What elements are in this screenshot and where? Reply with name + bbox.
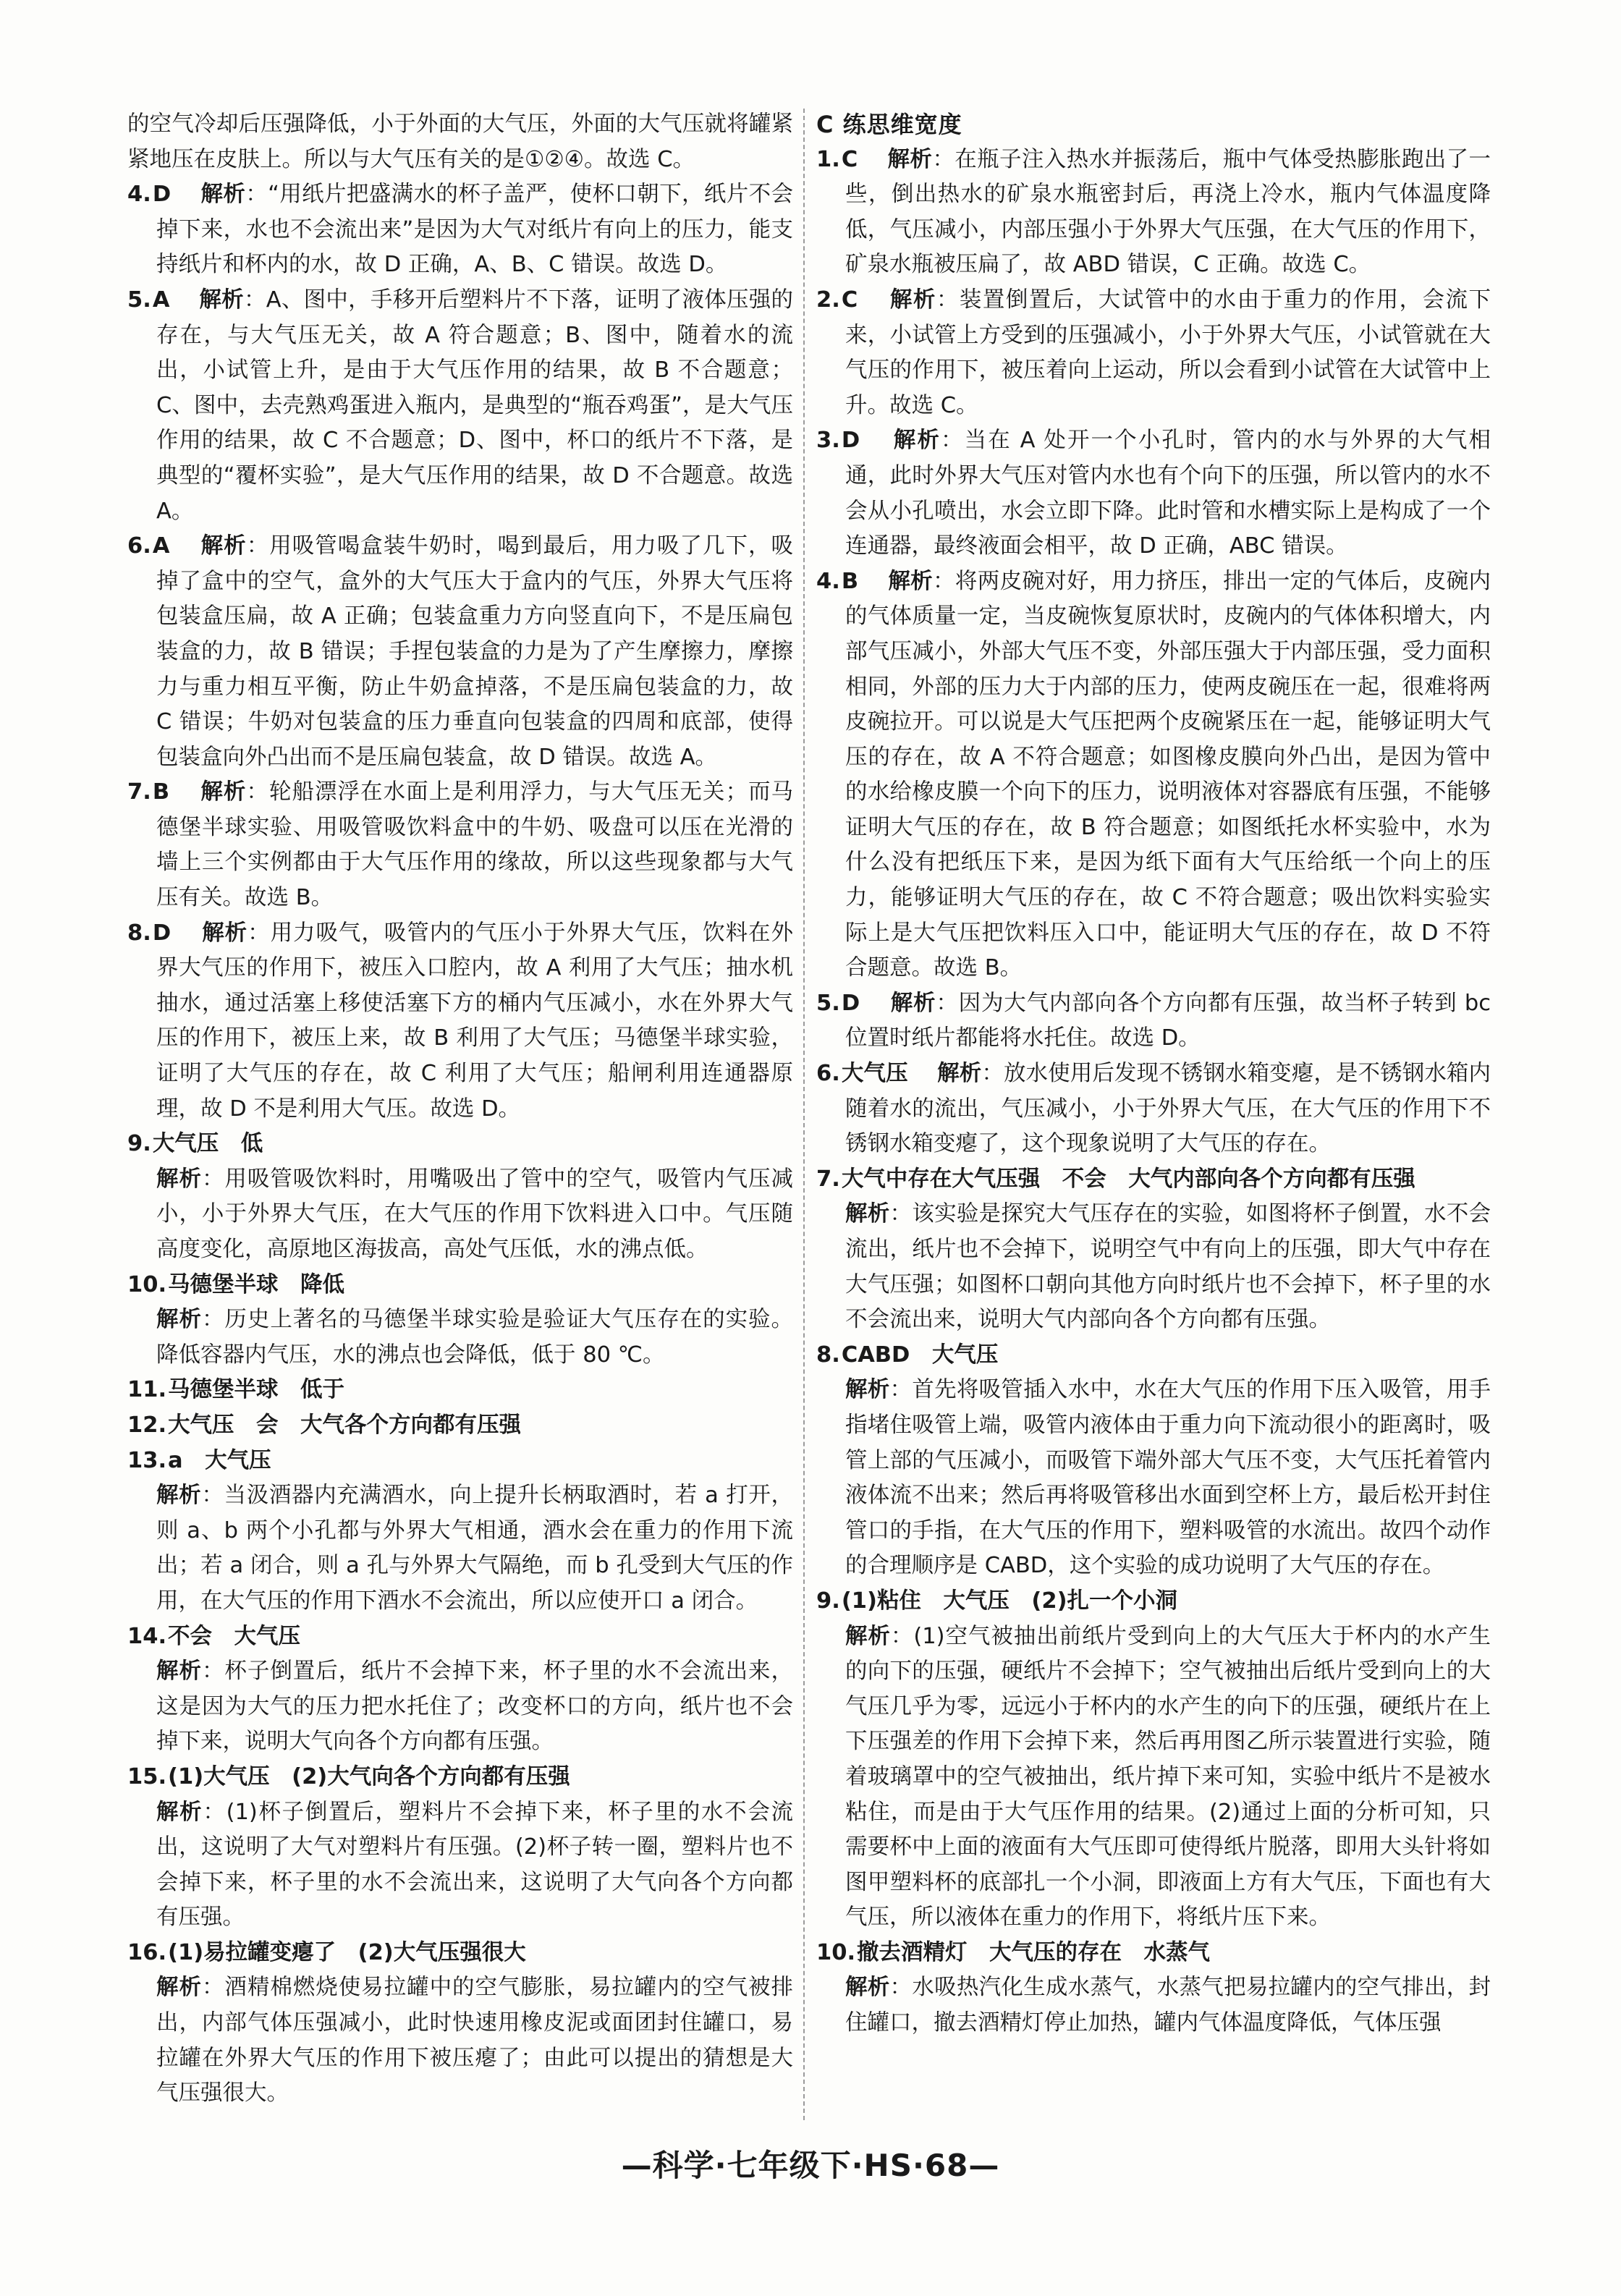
analysis-text: 该实验是探究大气压存在的实验，如图将杯子倒置，水不会流出，纸片也不会掉下，说明空气中有向上的压强，即大气中存在大气压强；如图杯口朝向其他方向时纸片也不会掉下，杯子里的水不会流出来，说明大气内部向各个方向都有压强。 xyxy=(845,1201,1491,1333)
question-number: 12. xyxy=(127,1412,167,1438)
answer-text: (1)大气压 (2)大气向各个方向都有压强 xyxy=(168,1763,570,1789)
question-number: 5. xyxy=(816,990,840,1016)
question-head xyxy=(127,287,169,313)
analysis-label: 解析 xyxy=(887,146,933,172)
analysis-block: 解析：当汲酒器内充满酒水，向上提升长柄取酒时，若 a 打开，则 a、b 两个小孔都与外界大气相通，酒水会在重力的作用下流出；若 a 闭合，则 a 孔与外界大气隔绝，而 b 孔受到大气压的作用，在大气压的作用下酒水不会流出，所以应使开口 a 闭合。 xyxy=(156,1483,794,1614)
question-number: 15. xyxy=(127,1763,167,1789)
analysis-text: “用纸片把盛满水的杯子盖严，使杯口朝下，纸片不会掉下来，水也不会流出来”是因为大气对纸片有向上的压力，能支持纸片和杯内的水，故 D 正确，A、B、C 错误。故选 D。 xyxy=(156,182,793,278)
question-number: 5. xyxy=(127,287,151,313)
question-item xyxy=(127,1936,793,1971)
question-number: 10. xyxy=(816,1939,856,1965)
question-number: 7. xyxy=(127,779,151,805)
answer-text: 大气压 xyxy=(841,1061,908,1087)
answer-text: D xyxy=(152,182,172,208)
question-head xyxy=(127,533,169,559)
analysis-text: 用力吸气，吸管内的气压小于外界大气压，饮料在外界大气压的作用下，被压入口腔内，故 A 利用了大气压；抽水机抽水，通过活塞上移使活塞下方的桶内气压减小，水在外界大气压的作用下，被压上来，故 B 利用了大气压；马德堡半球实验，证明了大气压的存在，故 C 利用了大气压；船闸利用连通器原理，故 D 不是利用大气压。故选 D。 xyxy=(156,920,794,1122)
question-number: 8. xyxy=(816,1342,840,1368)
answer-text: (1)易拉罐变瘪了 (2)大气压强很大 xyxy=(168,1939,526,1965)
analysis-label: 解析 xyxy=(156,1659,202,1685)
analysis-label: 解析 xyxy=(156,1166,202,1192)
right-column xyxy=(816,107,1491,2041)
analysis-block: 解析：首先将吸管插入水中，水在大气压的作用下压入吸管，用手指堵住吸管上端，吸管内液体由于重力向下流动很小的距离时，吸管上部的气压减小，而吸管下端外部大气压不变，大气压托着管内液体流不出来；然后再将吸管移出水面到空杯上方，最后松开封住管口的手指，在大气压的作用下，塑料吸管的水流出。故四个动作的合理顺序是 CABD，这个实验的成功说明了大气压的存在。 xyxy=(845,1377,1491,1579)
question-item: 7.B 解析：轮船漂浮在水面上是利用浮力，与大气压无关；而马德堡半球实验、用吸管吸饮料盒中的牛奶、吸盘可以压在光滑的墙上三个实例都由于大气压作用的缘故，所以这些现象都与大气压有关。故选 B。 xyxy=(127,779,794,911)
question-item: 4.D 解析：“用纸片把盛满水的杯子盖严，使杯口朝下，纸片不会掉下来，水也不会流出来”是因为大气对纸片有向上的压力，能支持纸片和杯内的水，故 D 正确，A、B、C 错误。故选 D。 xyxy=(127,182,793,278)
analysis-block: 解析：杯子倒置后，纸片不会掉下来，杯子里的水不会流出来，这是因为大气的压力把水托住了；改变杯口的方向，纸片也不会掉下来，说明大气向各个方向都有压强。 xyxy=(156,1659,794,1755)
question-item: 5.A 解析：A、图中，手移开后塑料片不下落，证明了液体压强的存在，与大气压无关，故 A 符合题意；B、图中，随着水的流出，小试管上升，是由于大气压作用的结果，故 B 不合题意；C、图中，去壳熟鸡蛋进入瓶内，是典型的“瓶吞鸡蛋”，是大气压作用的结果，故 C 不合题意；D、图中，杯口的纸片不下落，是典型的“覆杯实验”，是大气压作用的结果，故 D 不合题意。故选 A。 xyxy=(127,287,794,524)
question-head xyxy=(816,569,858,594)
analysis-text: 用吸管喝盒装牛奶时，喝到最后，用力吸了几下，吸掉了盒中的空气，盒外的大气压大于盒内的气压，外界大气压将包装盒压扁，故 A 正确；包装盒重力方向竖直向下，不是压扁包装盒的力，故 B 错误；手捏包装盒的力是为了产生摩擦力，摩擦力与重力相互平衡，防止牛奶盒掉落，不是压扁包装盒的力，故 C 错误；牛奶对包装盒的压力垂直向包装盒的四周和底部，使得包装盒向外凸出而不是压扁包装盒，故 D 错误。故选 A。 xyxy=(156,533,794,770)
answer-text: B xyxy=(152,779,170,805)
analysis-block: 解析：历史上著名的马德堡半球实验是验证大气压存在的实验。降低容器内气压，水的沸点也会降低，低于 80 ℃。 xyxy=(156,1307,794,1368)
analysis-block: 解析：(1)杯子倒置后，塑料片不会掉下来，杯子里的水不会流出，这说明了大气对塑料片有压强。(2)杯子转一圈，塑料片也不会掉下来，杯子里的水不会流出来，这说明了大气向各个方向都有压强。 xyxy=(156,1799,794,1931)
question-number: 14. xyxy=(127,1623,167,1649)
question-head xyxy=(127,1764,570,1789)
question-item: 3.D 解析：当在 A 处开一个小孔时，管内的水与外界的大气相通，此时外界大气压对管内水也有个向下的压强，所以管内的水不会从小孔喷出，水会立即下降。此时管和水槽实际上是构成了一个连通器，最终液面会相平，故 D 正确，ABC 错误。 xyxy=(816,428,1491,559)
question-item: 4.B 解析：将两皮碗对好，用力挤压，排出一定的气体后，皮碗内的气体质量一定，当皮碗恢复原状时，皮碗内的气体体积增大，内部气压减小，外部大气压不变，外部压强大于内部压强，受力面积相同，外部的压力大于内部的压力，使两皮碗压在一起，很难将两皮碗拉开。可以说是大气压把两个皮碗紧压在一起，能够证明大气压的存在，故 A 不符合题意；如图橡皮膜向外凸出，是因为管中的水给橡皮膜一个向下的压力，说明液体对容器底有压强，不能够证明大气压的存在，故 B 符合题意；如图纸托水杯实验中，水为什么没有把纸压下来，是因为纸下面有大气压给纸一个向上的压力，能够证明大气压的存在，故 C 不符合题意；吸出饮料实验实际上是大气压把饮料压入口中，能证明大气压的存在，故 D 不符合题意。故选 B。 xyxy=(816,568,1491,981)
analysis-text: 因为大气内部向各个方向都有压强，故当杯子转到 bc 位置时纸片都能将水托住。故选 D。 xyxy=(845,990,1491,1051)
answer-text: 撤去酒精灯 大气压的存在 水蒸气 xyxy=(857,1939,1211,1965)
question-head xyxy=(127,779,169,805)
question-number: 9. xyxy=(816,1588,840,1614)
analysis-text: 用吸管吸饮料时，用嘴吸出了管中的空气，吸管内气压减小，小于外界大气压，在大气压的作用下饮料进入口中。气压随高度变化，高原地区海拔高，高处气压低，水的沸点低。 xyxy=(156,1166,794,1262)
question-item: 8.D 解析：用力吸气，吸管内的气压小于外界大气压，饮料在外界大气压的作用下，被压入口腔内，故 A 利用了大气压；抽水机抽水，通过活塞上移使活塞下方的桶内气压减小，水在外界大气压的作用下，被压上来，故 B 利用了大气压；马德堡半球实验，证明了大气压的存在，故 C 利用了大气压；船闸利用连通器原理，故 D 不是利用大气压。故选 D。 xyxy=(127,920,794,1122)
analysis-text: 杯子倒置后，纸片不会掉下来，杯子里的水不会流出来，这是因为大气的压力把水托住了；改变杯口的方向，纸片也不会掉下来，说明大气向各个方向都有压强。 xyxy=(156,1659,794,1755)
question-item xyxy=(127,1760,793,1795)
question-head xyxy=(127,1131,263,1156)
analysis-label: 解析 xyxy=(200,182,246,208)
question-number: 11. xyxy=(127,1377,167,1403)
answer-text: C xyxy=(841,287,858,313)
analysis-text: 装置倒置后，大试管中的水由于重力的作用，会流下来，小试管上方受到的压强减小，小于外界大气压，小试管就在大气压的作用下，被压着向上运动，所以会看到小试管在大试管中上升。故选 C。 xyxy=(845,287,1491,418)
question-head xyxy=(127,1272,344,1297)
question-number: 6. xyxy=(127,533,151,559)
analysis-label: 解析 xyxy=(202,920,248,946)
analysis-text: 在瓶子注入热水并振荡后，瓶中气体受热膨胀跑出了一些，倒出热水的矿泉水瓶密封后，再浇上冷水，瓶内气体温度降低，气压减小，内部压强小于外界大气压强，在大气压的作用下，矿泉水瓶被压扁了，故 ABD 错误，C 正确。故选 C。 xyxy=(845,146,1491,278)
analysis-label: 解析 xyxy=(845,1975,890,2001)
section-title: C 练思维宽度 xyxy=(816,111,962,138)
question-item xyxy=(127,1619,793,1655)
answer-text: 大气压 会 大气各个方向都有压强 xyxy=(168,1412,522,1438)
analysis-label: 解析 xyxy=(889,287,936,313)
analysis-text: 轮船漂浮在水面上是利用浮力，与大气压无关；而马德堡半球实验、用吸管吸饮料盒中的牛奶、吸盘可以压在光滑的墙上三个实例都由于大气压作用的缘故，所以这些现象都与大气压有关。故选 B。 xyxy=(156,779,794,911)
analysis-label: 解析 xyxy=(845,1623,891,1649)
analysis-label: 解析 xyxy=(156,1799,203,1825)
question-head xyxy=(816,287,858,313)
question-head xyxy=(816,1342,998,1368)
analysis-label: 解析 xyxy=(156,1307,202,1333)
answer-text: A xyxy=(152,287,170,313)
analysis-label: 解析 xyxy=(845,1201,890,1227)
question-number: 8. xyxy=(127,920,151,946)
question-head xyxy=(816,1166,1415,1192)
question-number: 3. xyxy=(816,428,840,454)
question-item xyxy=(816,1338,1491,1373)
answer-text: a 大气压 xyxy=(168,1447,271,1473)
question-item xyxy=(816,1162,1491,1198)
analysis-text: A、图中，手移开后塑料片不下落，证明了液体压强的存在，与大气压无关，故 A 符合题意；B、图中，随着水的流出，小试管上升，是由于大气压作用的结果，故 B 不合题意；C、图中，去壳熟鸡蛋进入瓶内，是典型的“瓶吞鸡蛋”，是大气压作用的结果，故 C 不合题意；D、图中，杯口的纸片不下落，是典型的“覆杯实验”，是大气压作用的结果，故 D 不合题意。故选 A。 xyxy=(156,287,794,524)
question-number: 16. xyxy=(127,1939,167,1965)
analysis-block: 解析：(1)空气被抽出前纸片受到向上的大气压大于杯内的水产生的向下的压强，硬纸片不会掉下；空气被抽出后纸片受到向上的大气压几乎为零，远远小于杯内的水产生的向下的压强，硬纸片在上下压强差的作用下会掉下来，然后再用图乙所示装置进行实验，随着玻璃罩中的空气被抽出，纸片掉下来可知，实验中纸片不是被水粘住，而是由于大气压作用的结果。(2)通过上面的分析可知，只需要杯中上面的液面有大气压即可使得纸片脱落，即用大头针将如图甲塑料杯的底部扎一个小洞，即液面上方有大气压，下面也有大气压，所以液体在重力的作用下，将纸片压下来。 xyxy=(845,1623,1491,1931)
analysis-label: 解析 xyxy=(156,1483,202,1509)
question-item xyxy=(127,1268,793,1303)
question-head xyxy=(816,1061,908,1086)
question-head xyxy=(127,1412,521,1438)
answer-text: A xyxy=(152,533,170,559)
page-footer: —科学·七年级下·HS·68— xyxy=(621,2148,1000,2183)
answer-text: D xyxy=(152,920,172,946)
continuation-text: 的空气冷却后压强降低，小于外面的大气压，外面的大气压就将罐紧紧地压在皮肤上。所以与大气压有关的是①②④。故选 C。 xyxy=(127,111,793,172)
question-item: 2.C 解析：装置倒置后，大试管中的水由于重力的作用，会流下来，小试管上方受到的压强减小，小于外界大气压，小试管就在大气压的作用下，被压着向上运动，所以会看到小试管在大试管中上升。故选 C。 xyxy=(816,287,1491,418)
question-number: 4. xyxy=(816,568,840,594)
question-number: 4. xyxy=(127,182,151,208)
analysis-label: 解析 xyxy=(199,287,244,313)
question-item xyxy=(127,1444,793,1479)
analysis-text: 酒精棉燃烧使易拉罐中的空气膨胀，易拉罐内的空气被排出，内部气体压强减小，此时快速用橡皮泥或面团封住罐口，易拉罐在外界大气压的作用下被压瘪了；由此可以提出的猜想是大气压强很大。 xyxy=(156,1975,794,2106)
question-head xyxy=(127,1448,271,1473)
question-head xyxy=(127,182,171,207)
question-head xyxy=(816,147,858,172)
answer-text: 马德堡半球 降低 xyxy=(168,1271,345,1297)
answer-text: (1)粘住 大气压 (2)扎一个小洞 xyxy=(841,1588,1178,1614)
question-item: 1.C 解析：在瓶子注入热水并振荡后，瓶中气体受热膨胀跑出了一些，倒出热水的矿泉水瓶密封后，再浇上冷水，瓶内气体温度降低，气压减小，内部压强小于外界大气压强，在大气压的作用下，矿泉水瓶被压扁了，故 ABD 错误，C 正确。故选 C。 xyxy=(816,146,1491,278)
left-column xyxy=(127,107,793,2111)
analysis-label: 解析 xyxy=(893,428,941,454)
question-item xyxy=(127,1127,793,1162)
analysis-label: 解析 xyxy=(937,1061,982,1087)
answer-text: D xyxy=(841,428,860,454)
question-number: 7. xyxy=(816,1166,840,1192)
analysis-block: 解析：用吸管吸饮料时，用嘴吸出了管中的空气，吸管内气压减小，小于外界大气压，在大气压的作用下饮料进入口中。气压随高度变化，高原地区海拔高，高处气压低，水的沸点低。 xyxy=(156,1166,794,1262)
analysis-block: 解析：水吸热汽化生成水蒸气，水蒸气把易拉罐内的空气排出，封住罐口，撤去酒精灯停止加热，罐内气体温度降低，气体压强 xyxy=(845,1975,1491,2036)
analysis-label: 解析 xyxy=(845,1377,890,1403)
analysis-block: 解析：酒精棉燃烧使易拉罐中的空气膨胀，易拉罐内的空气被排出，内部气体压强减小，此时快速用橡皮泥或面团封住罐口，易拉罐在外界大气压的作用下被压瘪了；由此可以提出的猜想是大气压强很大。 xyxy=(156,1975,794,2106)
analysis-text: (1)杯子倒置后，塑料片不会掉下来，杯子里的水不会流出，这说明了大气对塑料片有压强。(2)杯子转一圈，塑料片也不会掉下来，杯子里的水不会流出来，这说明了大气向各个方向都有压强。 xyxy=(156,1799,794,1931)
question-item xyxy=(816,1584,1491,1619)
analysis-label: 解析 xyxy=(200,533,247,559)
question-item: 6.A 解析：用吸管喝盒装牛奶时，喝到最后，用力吸了几下，吸掉了盒中的空气，盒外的大气压大于盒内的气压，外界大气压将包装盒压扁，故 A 正确；包装盒重力方向竖直向下，不是压扁包装盒的力，故 B 错误；手捏包装盒的力是为了产生摩擦力，摩擦力与重力相互平衡，防止牛奶盒掉落，不是压扁包装盒的力，故 C 错误；牛奶对包装盒的压力垂直向包装盒的四周和底部，使得包装盒向外凸出而不是压扁包装盒，故 D 错误。故选 A。 xyxy=(127,533,794,770)
analysis-label: 解析 xyxy=(890,990,936,1016)
analysis-label: 解析 xyxy=(156,1975,202,2001)
answer-text: D xyxy=(841,990,860,1016)
analysis-text: 将两皮碗对好，用力挤压，排出一定的气体后，皮碗内的气体质量一定，当皮碗恢复原状时，皮碗内的气体体积增大，内部气压减小，外部大气压不变，外部压强大于内部压强，受力面积相同，外部的压力大于内部的压力，使两皮碗压在一起，很难将两皮碗拉开。可以说是大气压把两个皮碗紧压在一起，能够证明大气压的存在，故 A 不符合题意；如图橡皮膜向外凸出，是因为管中的水给橡皮膜一个向下的压力，说明液体对容器底有压强，不能够证明大气压的存在，故 B 符合题意；如图纸托水杯实验中，水为什么没有把纸压下来，是因为纸下面有大气压给纸一个向上的压力，能够证明大气压的存在，故 C 不符合题意；吸出饮料实验实际上是大气压把饮料压入口中，能证明大气压的存在，故 D 不符合题意。故选 B。 xyxy=(845,568,1491,981)
question-head xyxy=(127,920,171,946)
question-head xyxy=(127,1940,526,1965)
answer-text: 不会 大气压 xyxy=(168,1623,301,1649)
question-item xyxy=(127,1373,793,1408)
question-number: 2. xyxy=(816,287,840,313)
answer-text: CABD 大气压 xyxy=(841,1342,999,1368)
analysis-block: 解析：该实验是探究大气压存在的实验，如图将杯子倒置，水不会流出，纸片也不会掉下，说明空气中有向上的压强，即大气中存在大气压强；如图杯口朝向其他方向时纸片也不会掉下，杯子里的水不会流出来，说明大气内部向各个方向都有压强。 xyxy=(845,1201,1491,1333)
question-head xyxy=(816,1588,1177,1614)
question-head xyxy=(127,1624,300,1649)
question-item: 6.大气压 解析：放水使用后发现不锈钢水箱变瘪，是不锈钢水箱内随着水的流出，气压减小，小于外界大气压，在大气压的作用下不锈钢水箱变瘪了，这个现象说明了大气压的存在。 xyxy=(816,1061,1491,1157)
analysis-label: 解析 xyxy=(888,568,934,594)
answer-text: 大气压 低 xyxy=(152,1131,263,1157)
analysis-text: 当在 A 处开一个小孔时，管内的水与外界的大气相通，此时外界大气压对管内水也有个向下的压强，所以管内的水不会从小孔喷出，水会立即下降。此时管和水槽实际上是构成了一个连通器，最终液面会相平，故 D 正确，ABC 错误。 xyxy=(845,428,1491,559)
analysis-text: 当汲酒器内充满酒水，向上提升长柄取酒时，若 a 打开，则 a、b 两个小孔都与外界大气相通，酒水会在重力的作用下流出；若 a 闭合，则 a 孔与外界大气隔绝，而 b 孔受到大气压的作用，在大气压的作用下酒水不会流出，所以应使开口 a 闭合。 xyxy=(156,1483,794,1614)
analysis-text: 历史上著名的马德堡半球实验是验证大气压存在的实验。降低容器内气压，水的沸点也会降低，低于 80 ℃。 xyxy=(156,1307,794,1368)
question-number: 13. xyxy=(127,1447,167,1473)
question-number: 1. xyxy=(816,146,840,172)
question-number: 9. xyxy=(127,1131,151,1157)
question-number: 6. xyxy=(816,1061,840,1087)
question-head xyxy=(816,428,860,453)
answer-text: 大气中存在大气压强 不会 大气内部向各个方向都有压强 xyxy=(841,1166,1415,1192)
question-item: 5.D 解析：因为大气内部向各个方向都有压强，故当杯子转到 bc 位置时纸片都能将水托住。故选 D。 xyxy=(816,990,1491,1051)
answer-text: C xyxy=(841,146,858,172)
question-head xyxy=(816,991,860,1016)
answer-text: 马德堡半球 低于 xyxy=(168,1377,345,1403)
question-number: 10. xyxy=(127,1271,167,1297)
analysis-text: 首先将吸管插入水中，水在大气压的作用下压入吸管，用手指堵住吸管上端，吸管内液体由于重力向下流动很小的距离时，吸管上部的气压减小，而吸管下端外部大气压不变，大气压托着管内液体流不出来；然后再将吸管移出水面到空杯上方，最后松开封住管口的手指，在大气压的作用下，塑料吸管的水流出。故四个动作的合理顺序是 CABD，这个实验的成功说明了大气压的存在。 xyxy=(845,1377,1491,1579)
question-head xyxy=(816,1940,1210,1965)
analysis-label: 解析 xyxy=(200,779,247,805)
analysis-text: 放水使用后发现不锈钢水箱变瘪，是不锈钢水箱内随着水的流出，气压减小，小于外界大气压，在大气压的作用下不锈钢水箱变瘪了，这个现象说明了大气压的存在。 xyxy=(845,1061,1491,1157)
column-divider xyxy=(803,109,805,2120)
question-item xyxy=(816,1936,1491,1971)
question-head xyxy=(127,1377,344,1402)
answer-text: B xyxy=(841,568,859,594)
question-item xyxy=(127,1408,793,1444)
analysis-text: 水吸热汽化生成水蒸气，水蒸气把易拉罐内的空气排出，封住罐口，撤去酒精灯停止加热，罐内气体温度降低，气体压强 xyxy=(845,1975,1491,2036)
analysis-text: (1)空气被抽出前纸片受到向上的大气压大于杯内的水产生的向下的压强，硬纸片不会掉下；空气被抽出后纸片受到向上的大气压几乎为零，远远小于杯内的水产生的向下的压强，硬纸片在上下压强差的作用下会掉下来，然后再用图乙所示装置进行实验，随着玻璃罩中的空气被抽出，纸片掉下来可知，实验中纸片不是被水粘住，而是由于大气压作用的结果。(2)通过上面的分析可知，只需要杯中上面的液面有大气压即可使得纸片脱落，即用大头针将如图甲塑料杯的底部扎一个小洞，即液面上方有大气压，下面也有大气压，所以液体在重力的作用下，将纸片压下来。 xyxy=(845,1623,1491,1931)
